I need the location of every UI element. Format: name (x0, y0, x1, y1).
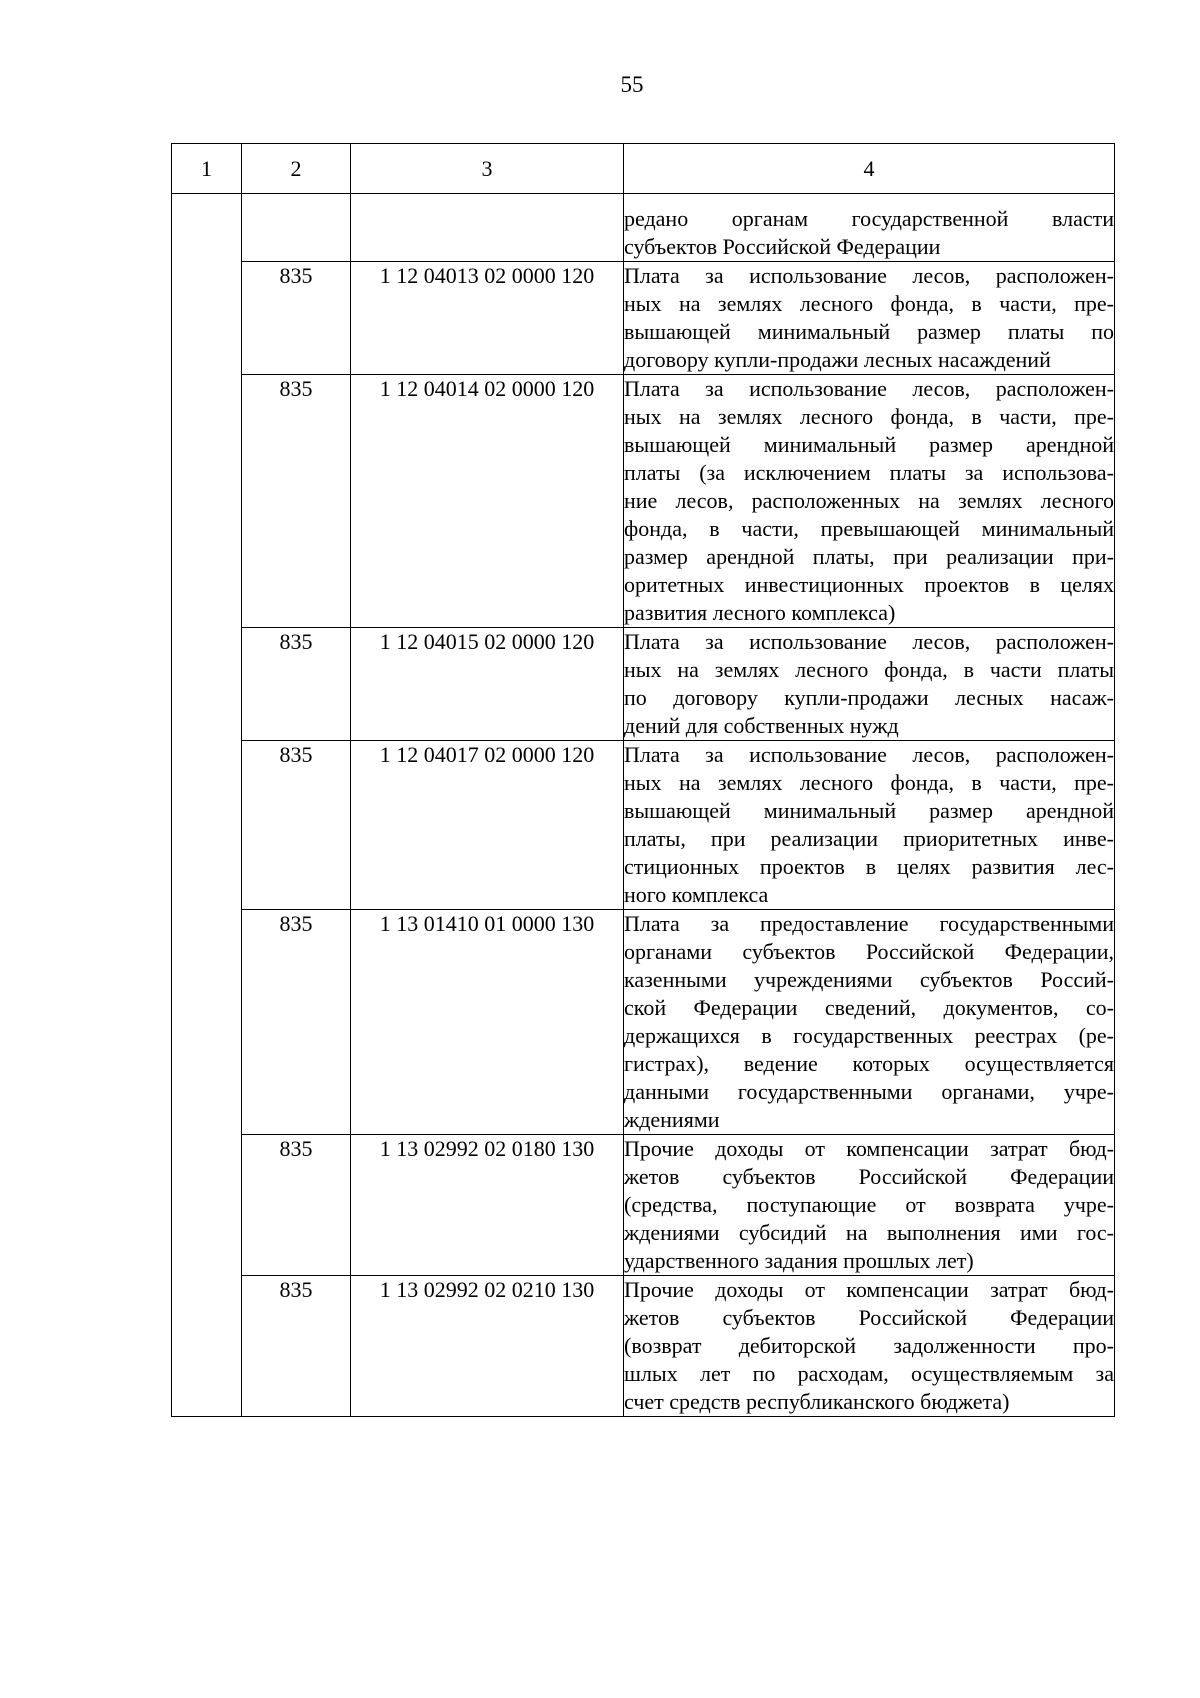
description-cell (624, 194, 1115, 262)
description-line: казенными учреждениями субъектов Россий- (624, 967, 1114, 992)
description-line: ждениями (624, 1107, 720, 1132)
description-cell (624, 1135, 1115, 1276)
description-line: редано органам государственной власти (624, 206, 1114, 231)
table-row (172, 1135, 1115, 1276)
description-line: ных на землях лесного фонда, в части, пре- (624, 291, 1114, 316)
table-row (172, 194, 1115, 262)
description-line: Прочие доходы от компенсации затрат бюд- (624, 1136, 1114, 1161)
description-line: ных на землях лесного фонда, в части платы (624, 657, 1114, 682)
admin-code-cell: 835 (242, 1135, 351, 1276)
income-codes-table (171, 143, 1115, 1417)
table-row (172, 628, 1115, 741)
description-line: вышающей минимальный размер арендной (624, 798, 1114, 823)
description-cell (624, 628, 1115, 741)
description-cell (624, 741, 1115, 910)
description-line: ской Федерации сведений, документов, со- (624, 995, 1114, 1020)
description-line: субъектов Российской Федерации (624, 234, 941, 259)
description-line: оритетных инвестиционных проектов в целях (624, 572, 1114, 597)
income-code-cell: 1 13 02992 02 0210 130 (351, 1276, 624, 1417)
description-line: ного комплекса (624, 882, 769, 907)
description-line: Плата за предоставление государственными (624, 911, 1114, 936)
admin-code-cell: 835 (242, 262, 351, 375)
description-line: счет средств республиканского бюджета) (624, 1389, 1010, 1414)
description-line: держащихся в государственных реестрах (ре- (624, 1023, 1114, 1048)
description-line: вышающей минимальный размер платы по (624, 319, 1114, 344)
table-row (172, 262, 1115, 375)
description-line: по договору купли-продажи лесных насаж- (624, 685, 1114, 710)
table-header-row (172, 144, 1115, 194)
page-number: 55 (620, 72, 644, 97)
description-line: договору купли-продажи лесных насаждений (624, 347, 1051, 372)
income-code-cell: 1 12 04014 02 0000 120 (351, 375, 624, 628)
description-line: органами субъектов Российской Федерации, (624, 939, 1114, 964)
description-line: шлых лет по расходам, осуществляемым за (624, 1361, 1114, 1386)
description-line: стиционных проектов в целях развития лес- (624, 854, 1114, 879)
income-code-cell (351, 194, 624, 262)
description-cell (624, 1276, 1115, 1417)
description-line: развития лесного комплекса) (624, 600, 896, 625)
description-cell (624, 375, 1115, 628)
description-line: Плата за использование лесов, расположен- (624, 742, 1114, 767)
description-cell (624, 910, 1115, 1135)
description-line: ных на землях лесного фонда, в части, пре- (624, 404, 1114, 429)
admin-code-cell (242, 194, 351, 262)
description-line: дений для собственных нужд (624, 713, 899, 738)
income-code-cell: 1 13 01410 01 0000 130 (351, 910, 624, 1135)
description-line: ние лесов, расположенных на землях лесного (624, 488, 1114, 513)
description-line: платы, при реализации приоритетных инве- (624, 826, 1114, 851)
description-line: ударственного задания прошлых лет) (624, 1248, 974, 1273)
description-line: вышающей минимальный размер арендной (624, 432, 1114, 457)
income-code-cell: 1 12 04013 02 0000 120 (351, 262, 624, 375)
description-line: ждениями субсидий на выполнения ими гос- (624, 1220, 1114, 1245)
income-code-cell: 1 12 04015 02 0000 120 (351, 628, 624, 741)
table-row (172, 375, 1115, 628)
admin-code-cell: 835 (242, 375, 351, 628)
description-line: жетов субъектов Российской Федерации (624, 1305, 1114, 1330)
header-col-4: 4 (624, 144, 1115, 194)
table-row (172, 910, 1115, 1135)
description-line: Плата за использование лесов, расположен- (624, 263, 1114, 288)
description-line: (возврат дебиторской задолженности про- (624, 1333, 1114, 1358)
admin-code-cell: 835 (242, 628, 351, 741)
header-col-1: 1 (172, 144, 242, 194)
description-line: Плата за использование лесов, расположен- (624, 629, 1114, 654)
table-body (172, 194, 1115, 1417)
admin-code-cell: 835 (242, 1276, 351, 1417)
cell-col-1 (172, 194, 242, 1417)
income-code-cell: 1 12 04017 02 0000 120 (351, 741, 624, 910)
table-row (172, 1276, 1115, 1417)
description-line: Плата за использование лесов, расположен- (624, 376, 1114, 401)
description-line: (средства, поступающие от возврата учре- (624, 1192, 1114, 1217)
admin-code-cell: 835 (242, 741, 351, 910)
table-row (172, 741, 1115, 910)
header-col-3: 3 (351, 144, 624, 194)
description-line: размер арендной платы, при реализации при- (624, 544, 1114, 569)
description-line: ных на землях лесного фонда, в части, пре- (624, 770, 1114, 795)
description-cell (624, 262, 1115, 375)
description-line: гистрах), ведение которых осуществляется (624, 1051, 1114, 1076)
admin-code-cell: 835 (242, 910, 351, 1135)
description-line: фонда, в части, превышающей минимальный (624, 516, 1114, 541)
description-line: жетов субъектов Российской Федерации (624, 1164, 1114, 1189)
income-code-cell: 1 13 02992 02 0180 130 (351, 1135, 624, 1276)
description-line: данными государственными органами, учре- (624, 1079, 1114, 1104)
description-line: платы (за исключением платы за использова- (624, 460, 1114, 485)
description-line: Прочие доходы от компенсации затрат бюд- (624, 1277, 1114, 1302)
header-col-2: 2 (242, 144, 351, 194)
